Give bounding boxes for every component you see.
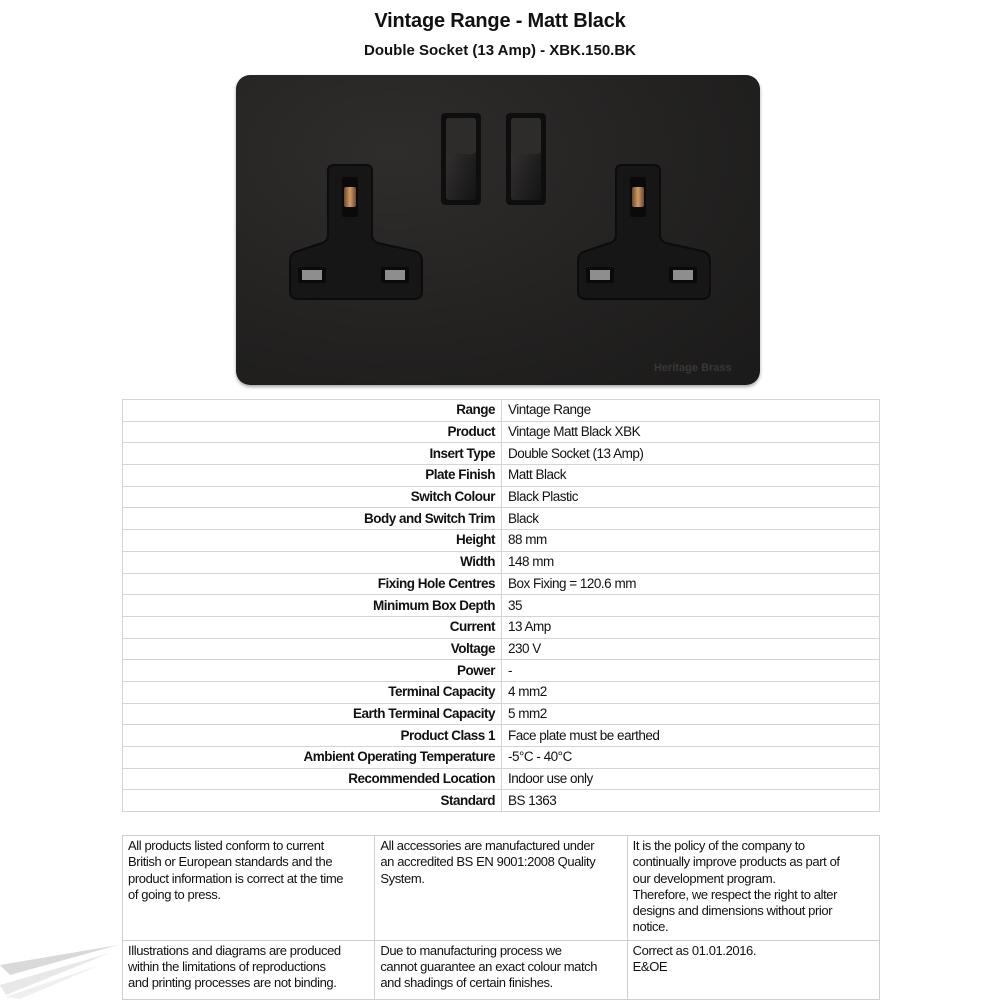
spec-value: Indoor use only	[502, 768, 880, 790]
note-line: It is the policy of the company to	[632, 838, 805, 853]
spec-label: Power	[123, 660, 502, 682]
spec-label: Insert Type	[123, 443, 502, 465]
spec-label: Fixing Hole Centres	[123, 573, 502, 595]
spec-value: Vintage Range	[502, 400, 880, 422]
page-subtitle: Double Socket (13 Amp) - XBK.150.BK	[364, 42, 636, 59]
spec-value: Double Socket (13 Amp)	[502, 443, 880, 465]
note-line: Due to manufacturing process we	[380, 942, 562, 958]
notes-row	[123, 836, 880, 941]
spec-value: 13 Amp	[502, 616, 880, 638]
note-line: Therefore, we respect the right to alter	[632, 886, 838, 902]
spec-label: Terminal Capacity	[123, 681, 502, 703]
spec-value: Vintage Matt Black XBK	[502, 421, 880, 443]
spec-row	[123, 530, 880, 552]
spec-value: 148 mm	[502, 551, 880, 573]
spec-row	[123, 725, 880, 747]
spec-value: 4 mm2	[502, 681, 880, 703]
spec-value: Box Fixing = 120.6 mm	[502, 573, 880, 595]
spec-label: Ambient Operating Temperature	[123, 747, 502, 769]
notes-row	[123, 940, 880, 999]
spec-row	[123, 790, 880, 812]
spec-row	[123, 660, 880, 682]
note-line: our development program.	[632, 870, 776, 886]
socket-illustration	[236, 75, 760, 385]
spec-value: Matt Black	[502, 465, 880, 487]
spec-label: Product	[123, 421, 502, 443]
specification-table	[122, 399, 880, 812]
spec-row	[123, 681, 880, 703]
spec-value: 35	[502, 595, 880, 617]
spec-label: Plate Finish	[123, 465, 502, 487]
spec-row	[123, 747, 880, 769]
spec-row	[123, 616, 880, 638]
spec-value: 88 mm	[502, 530, 880, 552]
note-line: notice.	[632, 919, 669, 935]
spec-row	[123, 595, 880, 617]
note-line: Illustrations and diagrams are produced	[128, 942, 341, 958]
spec-value: 5 mm2	[502, 703, 880, 725]
spec-label: Minimum Box Depth	[123, 595, 502, 617]
note-line: of going to press.	[128, 886, 221, 902]
spec-value: -	[502, 660, 880, 682]
spec-row	[123, 703, 880, 725]
spec-row	[123, 443, 880, 465]
page-curl-decoration	[0, 935, 120, 1000]
spec-label: Recommended Location	[123, 768, 502, 790]
spec-row	[123, 400, 880, 422]
left-rocker-switch	[441, 113, 481, 205]
note-cell	[123, 836, 375, 941]
spec-label: Width	[123, 551, 502, 573]
spec-value: Face plate must be earthed	[502, 725, 880, 747]
note-cell	[627, 836, 879, 941]
spec-label: Switch Colour	[123, 486, 502, 508]
left-socket-face	[290, 165, 422, 299]
spec-label: Standard	[123, 790, 502, 812]
note-line: cannot guarantee an exact colour match	[380, 959, 598, 975]
spec-label: Product Class 1	[123, 725, 502, 747]
spec-value: Black	[502, 508, 880, 530]
note-line: All accessories are manufactured under	[380, 838, 595, 853]
note-line: E&OE	[632, 959, 668, 975]
note-line: and printing processes are not binding.	[128, 975, 337, 991]
note-line: System.	[380, 870, 425, 886]
note-cell	[123, 940, 375, 999]
spec-label: Height	[123, 530, 502, 552]
notes-table	[122, 835, 880, 1000]
spec-label: Body and Switch Trim	[123, 508, 502, 530]
spec-label: Range	[123, 400, 502, 422]
brand-watermark: Heritage Brass	[654, 362, 732, 374]
note-cell	[627, 940, 879, 999]
spec-label: Earth Terminal Capacity	[123, 703, 502, 725]
right-rocker-switch	[506, 113, 546, 205]
note-line: and shadings of certain finishes.	[380, 975, 553, 991]
spec-label: Voltage	[123, 638, 502, 660]
note-line: Correct as 01.01.2016.	[632, 942, 757, 958]
note-line: an accredited BS EN 9001:2008 Quality	[380, 854, 596, 870]
note-line: product information is correct at the time	[128, 870, 344, 886]
note-line: designs and dimensions without prior	[632, 903, 833, 919]
spec-row	[123, 573, 880, 595]
note-cell	[375, 940, 627, 999]
spec-value: -5°C - 40°C	[502, 747, 880, 769]
spec-row	[123, 465, 880, 487]
spec-row	[123, 486, 880, 508]
note-line: continually improve products as part of	[632, 854, 840, 870]
note-line: British or European standards and the	[128, 854, 333, 870]
spec-row	[123, 508, 880, 530]
spec-value: BS 1363	[502, 790, 880, 812]
note-line: All products listed conform to current	[128, 838, 324, 853]
spec-row	[123, 768, 880, 790]
spec-row	[123, 421, 880, 443]
spec-row	[123, 638, 880, 660]
spec-row	[123, 551, 880, 573]
spec-value: 230 V	[502, 638, 880, 660]
spec-value: Black Plastic	[502, 486, 880, 508]
page-title: Vintage Range - Matt Black	[374, 10, 626, 32]
note-cell	[375, 836, 627, 941]
note-line: within the limitations of reproductions	[128, 959, 326, 975]
spec-label: Current	[123, 616, 502, 638]
product-photo	[236, 75, 760, 385]
right-socket-face	[578, 165, 710, 299]
